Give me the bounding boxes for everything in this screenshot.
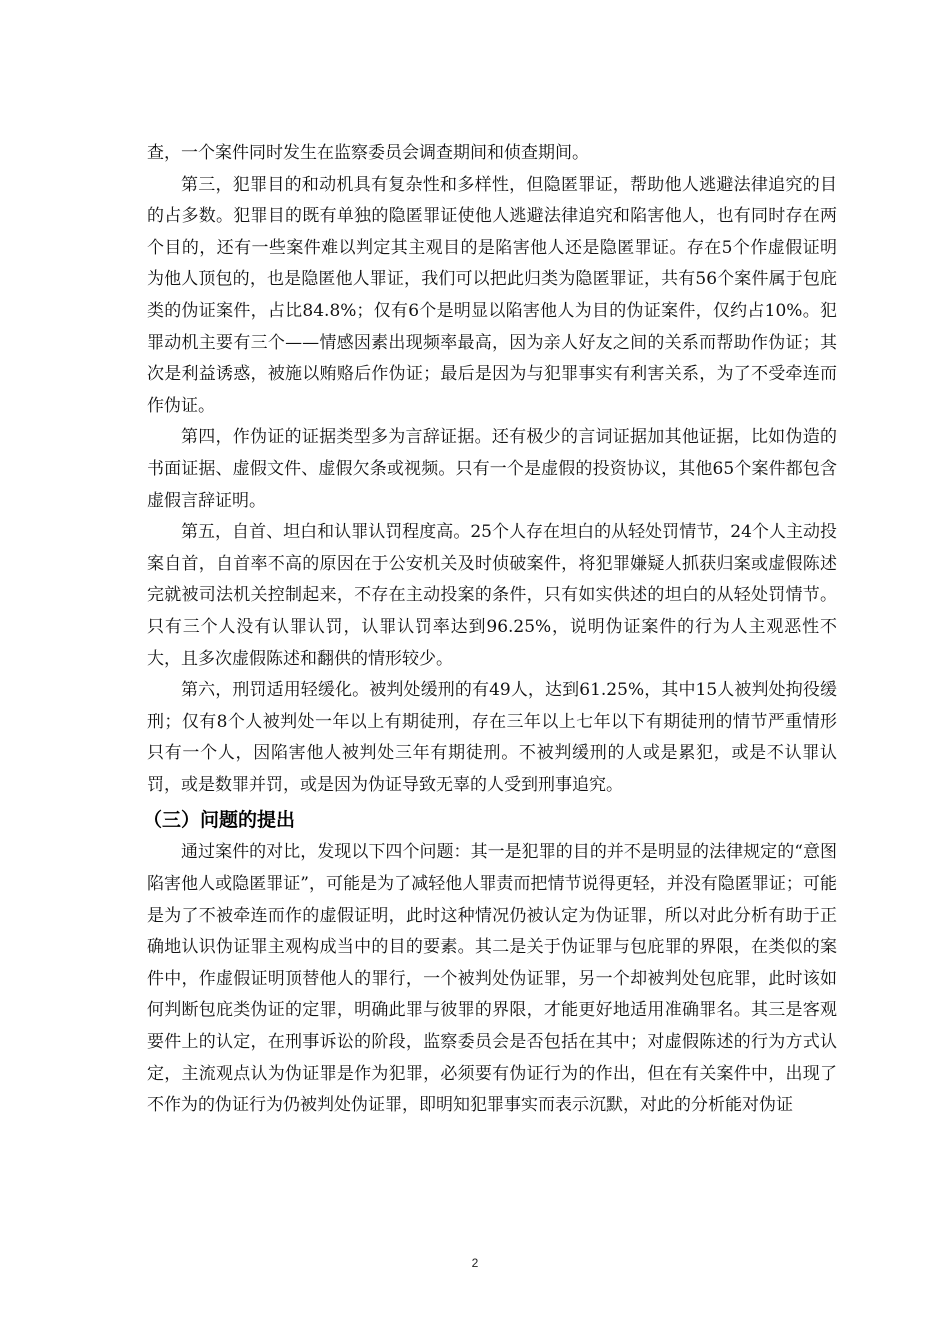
page-number: 2	[471, 1256, 479, 1270]
paragraph-continuation: 查，一个案件同时发生在监察委员会调查期间和侦查期间。	[147, 143, 589, 163]
paragraph-third-point: 第三，犯罪目的和动机具有复杂性和多样性，但隐匿罪证，帮助他人逃避法律追究的目的占多数。犯罪目的既有单独的隐匿罪证使他人逃避法律追究和陷害他人，也有同时存在两个目的，还有一些案件难以判定其主观目的是陷害他人还是隐匿罪证。存在5个作虚假证明为他人顶包的，也是隐匿他人罪证，我们可以把此归类为隐匿罪证，共有56个案件属于包庇类的伪证案件，占比84.8%；仅有6个是明显以陷害他人为目的伪证案件，仅约占10%。犯罪动机主要有三个——情感因素出现频率最高，因为亲人好友之间的关系而帮助作伪证；其次是利益诱惑，被施以贿赂后作伪证；最后是因为与犯罪事实有利害关系，为了不受牵连而作伪证。	[147, 174, 837, 416]
paragraph-sixth-point: 第六，刑罚适用轻缓化。被判处缓刑的有49人，达到61.25%，其中15人被判处拘役缓刑；仅有8个人被判处一年以上有期徒刑，存在三年以上七年以下有期徒刑的情节严重情形只有一个人，因陷害他人被判处三年有期徒刑。不被判缓刑的人或是累犯，或是不认罪认罚，或是数罪并罚，或是因为伪证导致无辜的人受到刑事追究。	[147, 680, 837, 795]
document-body	[143, 138, 837, 1122]
paragraph-fifth-point: 第五，自首、坦白和认罪认罚程度高。25个人存在坦白的从轻处罚情节，24个人主动投案自首，自首率不高的原因在于公安机关及时侦破案件，将犯罪嫌疑人抓获归案或虚假陈述完就被司法机关控制起来，不存在主动投案的条件，只有如实供述的坦白的从轻处罚情节。只有三个人没有认罪认罚，认罪认罚率达到96.25%，说明伪证案件的行为人主观恶性不大，且多次虚假陈述和翻供的情形较少。	[147, 522, 837, 669]
paragraph-fourth-point: 第四，作伪证的证据类型多为言辞证据。还有极少的言词证据加其他证据，比如伪造的书面证据、虚假文件、虚假欠条或视频。只有一个是虚假的投资协议，其他65个案件都包含虚假言辞证明。	[147, 427, 837, 511]
section-heading: （三）问题的提出	[143, 809, 296, 832]
paragraph-problem-statement: 通过案件的对比，发现以下四个问题：其一是犯罪的目的并不是明显的法律规定的“意图陷害他人或隐匿罪证”，可能是为了减轻他人罪责而把情节说得更轻，并没有隐匿罪证；可能是为了不被牵连而作的虚假证明，此时这种情况仍被认定为伪证罪，所以对此分析有助于正确地认识伪证罪主观构成当中的目的要素。其二是关于伪证罪与包庇罪的界限，在类似的案件中，作虚假证明顶替他人的罪行，一个被判处伪证罪，另一个却被判处包庇罪，此时该如何判断包庇类伪证的定罪，明确此罪与彼罪的界限，才能更好地适用准确罪名。其三是客观要件上的认定，在刑事诉讼的阶段，监察委员会是否包括在其中；对虚假陈述的行为方式认定，主流观点认为伪证罪是作为犯罪，必须要有伪证行为的作出，但在有关案件中，出现了不作为的伪证行为仍被判处伪证罪，即明知犯罪事实而表示沉默，对此的分析能对伪证	[147, 842, 837, 1116]
